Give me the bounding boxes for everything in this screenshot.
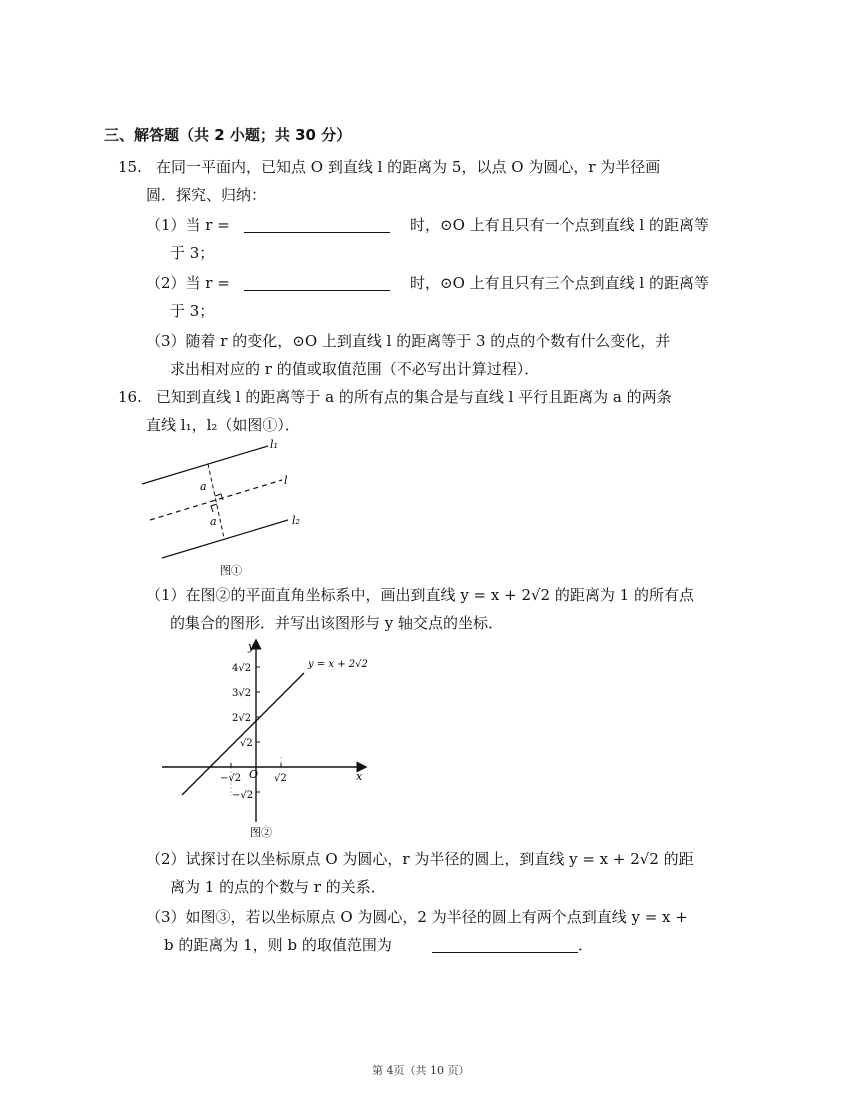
origin-label: O bbox=[249, 768, 259, 781]
label-l: l bbox=[284, 474, 288, 487]
q15-part3-line1: （3）随着 r 的变化，⊙O 上到直线 l 的距离等于 3 的点的个数有什么变化，并 bbox=[146, 332, 671, 350]
q15-number: 15. bbox=[118, 158, 142, 176]
q15-part3-line2: 求出相对应的 r 的值或取值范围（不必写出计算过程）． bbox=[170, 360, 540, 378]
q15-part2-prefix: （2）当 r = bbox=[146, 274, 230, 292]
q16-part2-line1: （2）试探讨在以坐标原点 O 为圆心，r 为半径的圆上，到直线 y = x + 2√2 的距 bbox=[146, 850, 694, 868]
q15-part2-answer-blank bbox=[244, 274, 390, 291]
label-l2: l₂ bbox=[292, 514, 300, 527]
q16-number: 16. bbox=[118, 388, 142, 406]
q16-part1-line1: （1）在图②的平面直角坐标系中，画出到直线 y = x + 2√2 的距离为 1 的所有点 bbox=[146, 586, 694, 604]
q15-part2-suffix: 时，⊙O 上有且只有三个点到直线 l 的距离等 bbox=[410, 274, 709, 292]
x-axis-label: x bbox=[356, 770, 363, 783]
q15-part1-suffix: 时，⊙O 上有且只有一个点到直线 l 的距离等 bbox=[410, 216, 709, 234]
figure-2-caption: 图② bbox=[250, 826, 272, 839]
q16-part3-answer-blank bbox=[432, 936, 578, 953]
q16-part3-line2-prefix: b 的距离为 1，则 b 的取值范围为 bbox=[164, 936, 392, 954]
q16-part3-line2-suffix: ． bbox=[578, 936, 594, 954]
line-l1 bbox=[142, 446, 268, 484]
x-tick-root2: √2 bbox=[274, 773, 287, 784]
q15-part1-prefix: （1）当 r = bbox=[146, 216, 230, 234]
q16-part2-line2: 离为 1 的点的个数与 r 的关系． bbox=[170, 878, 386, 896]
label-a-top: a bbox=[200, 480, 207, 493]
y-tick-root2: √2 bbox=[240, 738, 253, 749]
q15-stem-line1: 在同一平面内，已知点 O 到直线 l 的距离为 5，以点 O 为圆心，r 为半径画 bbox=[156, 158, 661, 176]
q15-part1-cont: 于 3； bbox=[170, 244, 215, 262]
section-title: 三、解答题（共 2 小题；共 30 分） bbox=[104, 126, 352, 144]
q15-stem-line2: 圆．探究、归纳： bbox=[146, 186, 267, 204]
q15-part2-cont: 于 3； bbox=[170, 302, 215, 320]
page-footer: 第 4页（共 10 页） bbox=[372, 1064, 470, 1077]
y-tick-4root2: 4√2 bbox=[232, 663, 252, 674]
label-a-bottom: a bbox=[210, 515, 217, 528]
q16-stem-line2: 直线 l₁，l₂（如图①）． bbox=[146, 416, 300, 434]
q15-part1-answer-blank bbox=[244, 216, 390, 233]
line-equation-label: y = x + 2√2 bbox=[308, 659, 368, 670]
figure-1-caption: 图① bbox=[220, 564, 242, 577]
q16-part1-line2: 的集合的图形．并写出该图形与 y 轴交点的坐标． bbox=[170, 614, 504, 632]
y-tick-2root2: 2√2 bbox=[232, 713, 252, 724]
right-angle-mark-lower bbox=[211, 504, 217, 512]
line-l2 bbox=[162, 520, 288, 558]
figure-2-coordinate-plane bbox=[156, 636, 376, 842]
y-tick-3root2: 3√2 bbox=[232, 688, 252, 699]
q16-stem-line1: 已知到直线 l 的距离等于 a 的所有点的集合是与直线 l 平行且距离为 a 的两条 bbox=[156, 388, 672, 406]
label-l1: l₁ bbox=[270, 438, 278, 451]
q16-part3-line1: （3）如图③，若以坐标原点 O 为圆心，2 为半径的圆上有两个点到直线 y = x + bbox=[146, 908, 688, 926]
y-axis-label: y bbox=[248, 640, 255, 653]
x-tick-neg-root2: −√2 bbox=[220, 773, 242, 784]
figure-1-parallel-lines bbox=[136, 436, 316, 580]
y-tick-neg-root2: −√2 bbox=[232, 790, 254, 801]
